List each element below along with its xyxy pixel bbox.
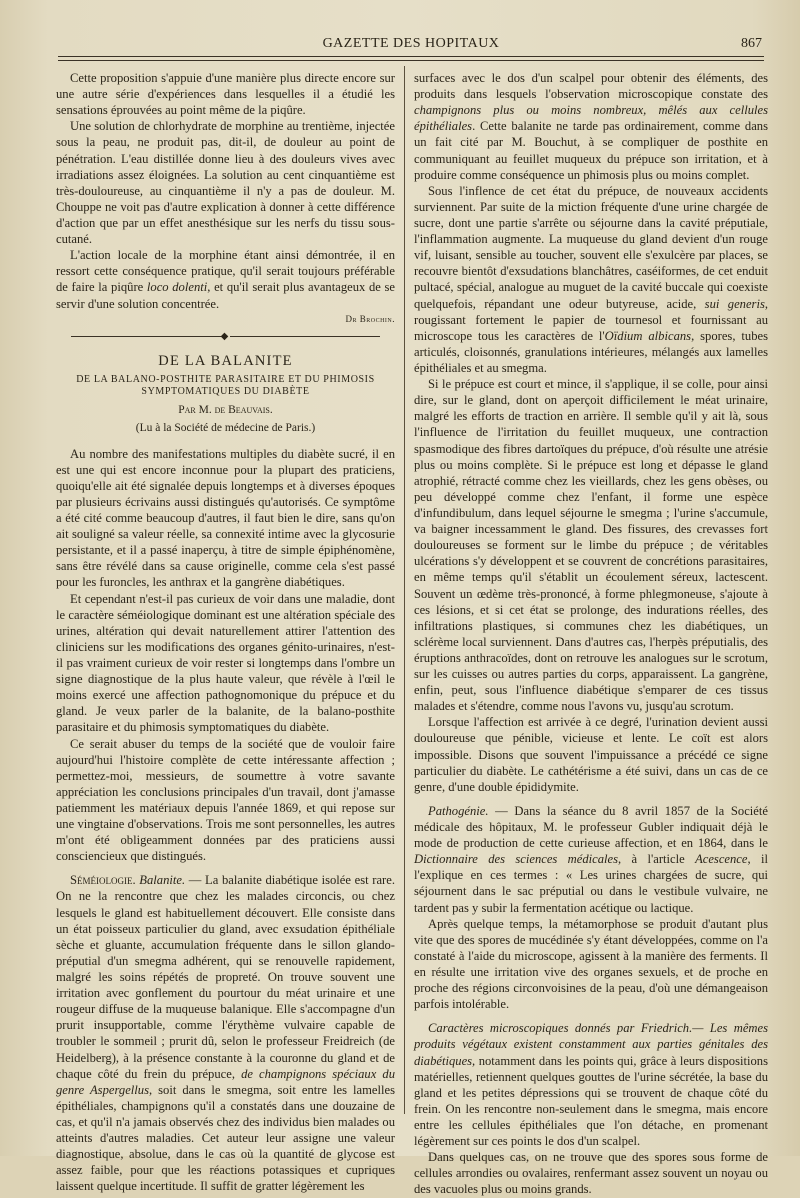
section-lead: Caractères microscopiques donnés par Friedrich.— Les mêmes produits végétaux existent constamment aux parties génitales des diabétiques, bbox=[414, 1021, 768, 1068]
paragraph: Ce serait abuser du temps de la société que de vouloir faire aujourd'hui l'histoire complète de cette intéressante affection ; permettez-moi, messieurs, de soumettre à votre savante appréciation les conclusions principales d'un travail, dont j'amasse patiemment les matériaux depuis l'année 1869, et qui repose sur une vingtaine d'observations. Trois me sont personnelles, les autres m'ont été obligeamment données par des praticiens aussi consciencieux que distingués. bbox=[56, 736, 395, 864]
paragraph bbox=[56, 247, 395, 311]
section-lead: Séméiologie. bbox=[70, 873, 136, 888]
italic-run: Acescence bbox=[695, 852, 748, 867]
text-run: . Cette balanite ne tarde pas ordinairement, comme dans un fait cité par M. Bouchut, à se compliquer de posthite en communiquant au feuillet muqueux du prépuce son irritation, et à produire comme conséquence un phimosis plus ou moins complet. bbox=[414, 119, 768, 182]
section-lead: Pathogénie. bbox=[428, 803, 489, 818]
text-run: , il l'explique en ces termes : « Les urines chargées de sucre, qui séjournent dans le sac préputial ou dans le vestibule vulvaire, ne tardent pas y subir la fermentation acétique ou lactique. bbox=[414, 852, 768, 915]
paragraph: Au nombre des manifestations multiples du diabète sucré, il en est une qui est encore inconnue pour la plupart des praticiens, quoiqu'elle ait été signalée depuis longtemps et à diverses époques par plusieurs écrivains aussi distingués qu'autorisés. Ce symptôme a été cité comme beaucoup d'autres, il faut bien le dire, sans qu'on ait souligné sa valeur réelle, sa connexité intime avec la glycosurie persistante, et il a passé inaperçu, à titre de simple épiphénomène, sans être révélé dans sa cause originelle, comme cela s'est passé pour les furoncles, les anthrax et la gangrène diabétiques. bbox=[56, 446, 395, 590]
paragraph: Et cependant n'est-il pas curieux de voir dans une maladie, dont le caractère séméiologique dominant est une altération spéciale des urines, altération qui devait naturellement attirer l'attention des cliniciens sur les modifications des organes génito-urinaires, n'est-il pas vraiment curieux de voir rester si longtemps dans l'ombre un signe diagnostique de la plus haute valeur, que révèle à l'œil le moins exercé une affection pathognomonique du prépuce et du gland. Je veux parler de la balanite, de la balano-posthite parasitaire et du phimosis symptomatiques du diabète. bbox=[56, 591, 395, 735]
text-run: , rougissant fortement le papier de tournesol et fournissant au microscope tous les caractères de l' bbox=[414, 296, 769, 343]
article-author: Par M. de Beauvais. bbox=[178, 404, 273, 417]
paragraph bbox=[414, 1020, 768, 1149]
italic-run: Dictionnaire des sciences médicales bbox=[414, 852, 619, 867]
italic-run: champignons plus ou moins nombreux, mêlés aux cellules épithéliales bbox=[414, 103, 768, 134]
article-note: (Lu à la Société de médecine de Paris.) bbox=[135, 421, 316, 434]
paragraph: Une solution de chlorhydrate de morphine au trentième, injectée sous la peau, ne produit pas, dit-il, de douleur au point de pénétration. L'eau distillée donne lieu à des douleurs vives avec irradiations assez éloignées. La solution au cent cinquantième est très-douloureuse, au cinquantième il n'y a pas de douleur. M. Chouppe ne voit pas d'autre explication à donner à cette différence d'action que par un effet anesthésique sur les nerfs du tissu sous-cutané. bbox=[56, 119, 395, 247]
paragraph: Après quelque temps, la métamorphose se produit d'autant plus vite que des spores de mucédinée s'y étant développées, comme on l'a constaté à l'aide du microscope, agissent à la manière des ferments. Il en résulte une irritation vive des organes sexuels, et de proche en proche des régions circonvoisines de la peau, d'où une démangeaison parfois intolérable. bbox=[414, 916, 768, 1012]
text-run: — La balanite diabétique isolée est rare. On ne la rencontre que chez les malades circoncis, ou chez lesquels le gland est habituellement découvert. Elle consiste dans un état poisseux particulier du gland, avec exsudation épithéliale sèche et gluante, accumulation fréquente dans le sillon glando-préputial d'un smegma adhérent, qui se renouvelle rapidement, malgré les soins répétés de propreté. On trouve souvent une irritation avec gonflement du pourtour du méat urinaire et une rougeur diffuse de la muqueuse balanique. Elle s'accompagne d'un prurit insupportable, comme l'érythème vulvaire capable de troubler le sommeil ; prurit dû, selon le professeur Freidreich (de Heidelberg), à la présence constante à la couronne du gland et de chaque côté du frein du prépuce, bbox=[56, 873, 395, 1081]
header-rule bbox=[58, 56, 764, 57]
text-run: , soit dans le smegma, soit entre les lamelles épithéliales, champignons qu'il a constatés dans une douzaine de cas, et qu'il n'a jamais observés chez des individus bien malades ou atteints d'autres maladies. Cet auteur leur assigne une valeur diagnostique, absolue, dans le cas où la quantité de glycose est assez faible, pour que les réactions potassiques et cupriques laissent quelque incertitude. Il suffit de gratter légèrement les bbox=[56, 1082, 395, 1194]
text-run: surfaces avec le dos d'un scalpel pour obtenir des éléments, des produits dans lesquels l'observation microscopique constate des bbox=[414, 71, 768, 102]
right-column bbox=[414, 70, 769, 1197]
text-run: Sous l'inflence de cet état du prépuce, de nouveaux accidents surviennent. Par suite de la miction fréquente d'une urine chargée de sucre, dont une partie s'arrête ou séjourne dans la cavité préputiale, l'inflammation augmente. La muqueuse du gland devient d'un rouge vif, luisant, sensible au toucher, souvent elle s'exulcère par places, se recouvre bientôt d'exsudations blanchâtres, caséiformes, de cet enduit pultacé, spécial, analogue au muguet de la cavité buccale qui coexiste quelquefois, répandant une odeur butyreuse, acide, bbox=[414, 183, 768, 311]
article-subtitle: DE LA BALANO-POSTHITE PARASITAIRE ET DU PHIMOSIS SYMPTOMATIQUES DU DIABÈTE bbox=[76, 373, 375, 398]
paragraph bbox=[414, 70, 768, 183]
paragraph: Si le prépuce est court et mince, il s'applique, il se colle, pour ainsi dire, sur le gland, dont on aperçoit difficilement le méat urinaire, malgré les efforts de traction en arrière. Il semble qu'il y ait là, sous l'influence de l'irritation du feuillet muqueux, une contraction spasmodique des fibres dartoïques du prépuce, d'où résulte une atrésie plus ou moins complète. Si le prépuce est long et dépasse le gland atrophié, rétracté comme chez les vieillards, chez les gens obèses, ou peu développé comme chez l'enfant, il forme une espèce d'infundibulum, dans lequel séjourne le smegma ; l'urine s'accumule, va baigner incessamment le gland. Des fissures, des crevasses fort douloureuses se forment sur le limbe du prépuce ; de véritables ulcérations s'y développent et se couvrent de concrétions parasitaires, en même temps qu'il s'établit un écoulement séreux, lactescent. Souvent un œdème très-prononcé, à forme phlegmoneuse, s'ajoute à ces lésions, et si cet état se prolonge, des indurations réelles, des infiltrations plastiques, si communes chez les diabétiques, un sclérème local surviennent. Dans d'autres cas, l'herpès préputialis, des éruptions anthracoïdes, dont on retrouve les analogues sur le scrotum, sur les cuisses ou autres parties du corps, apparaissent. La gangrène, enfin, peut, sous l'influence diabétique s'emparer de ces tissus malades et s'étendre, comme nous l'avons vu, jusqu'au scrotum. bbox=[414, 377, 768, 714]
paragraph: Lorsque l'affection est arrivée à ce degré, l'urination devient aussi douloureuse que pénible, vicieuse et lente. Le coït est alors impossible. Disons que souvent l'impuissance a précédé ce signe particulier du diabète. Le cathétérisme a été suivi, dans un cas de ce genre, d'une double épididymite. bbox=[414, 715, 768, 794]
signature: Dr Brochin. bbox=[345, 313, 395, 324]
journal-title: GAZETTE DES HOPITAUX bbox=[322, 36, 500, 51]
article-title: DE LA BALANITE bbox=[158, 352, 293, 369]
text-run: , spores, tubes articulés, cloisonnés, granulations intérieures, mélangés aux lamelles épithéliales et au smegma. bbox=[414, 328, 768, 375]
text-run: , à l'article bbox=[618, 852, 696, 867]
column-divider bbox=[404, 66, 405, 1114]
paragraph bbox=[414, 183, 768, 376]
paragraph bbox=[56, 872, 395, 1194]
text-run: — Dans la séance du 8 avril 1857 de la Société médicale des hôpitaux, M. le professeur Gubler indiquait déjà le mode de production de cette curieuse affection, et en 1864, dans le bbox=[414, 803, 768, 851]
left-column bbox=[56, 70, 396, 1194]
paragraph: Dans quelques cas, on ne trouve que des spores sous forme de cellules arrondies ou ovalaires, renfermant assez souvent un noyau ou des vacuoles plus ou moins grands. bbox=[414, 1150, 768, 1197]
paragraph bbox=[414, 803, 768, 916]
text-run: notamment dans les points qui, grâce à leurs dispositions matérielles, retiennent quelques gouttes de l'urine sécrétée, la base du gland et les petites dépressions qui se trouvent de chaque côté du frein. On les rencontre non-seulement dans le smegma, mais encore entre les cellules épithéliales que l'on détache, en promenant légèrement sur ces points le dos d'un scalpel. bbox=[414, 1053, 768, 1149]
italic-run: Balanite. bbox=[139, 873, 186, 888]
italic-run: de champignons spéciaux du genre Aspergellus bbox=[56, 1066, 395, 1097]
section-ornament: ◆ bbox=[56, 331, 395, 344]
page-number: 867 bbox=[741, 36, 762, 51]
italic-run: sui generis bbox=[704, 296, 765, 311]
italic-run: Oïdium albicans bbox=[604, 328, 692, 343]
text-run: L'action locale de la morphine étant ainsi démontrée, il en ressort cette conséquence pratique, qu'il serait toujours préférable de faire la piqûre bbox=[56, 248, 395, 295]
paragraph: Cette proposition s'appuie d'une manière plus directe encore sur une autre série d'expériences dans lesquelles il a étudié les sensations éprouvées au point même de la piqûre. bbox=[56, 71, 395, 118]
header-rule-thin bbox=[58, 60, 764, 61]
text-run: , et qu'il serait plus avantageux de se servir d'une solution concentrée. bbox=[56, 280, 396, 311]
italic-run: loco dolenti bbox=[146, 280, 208, 295]
